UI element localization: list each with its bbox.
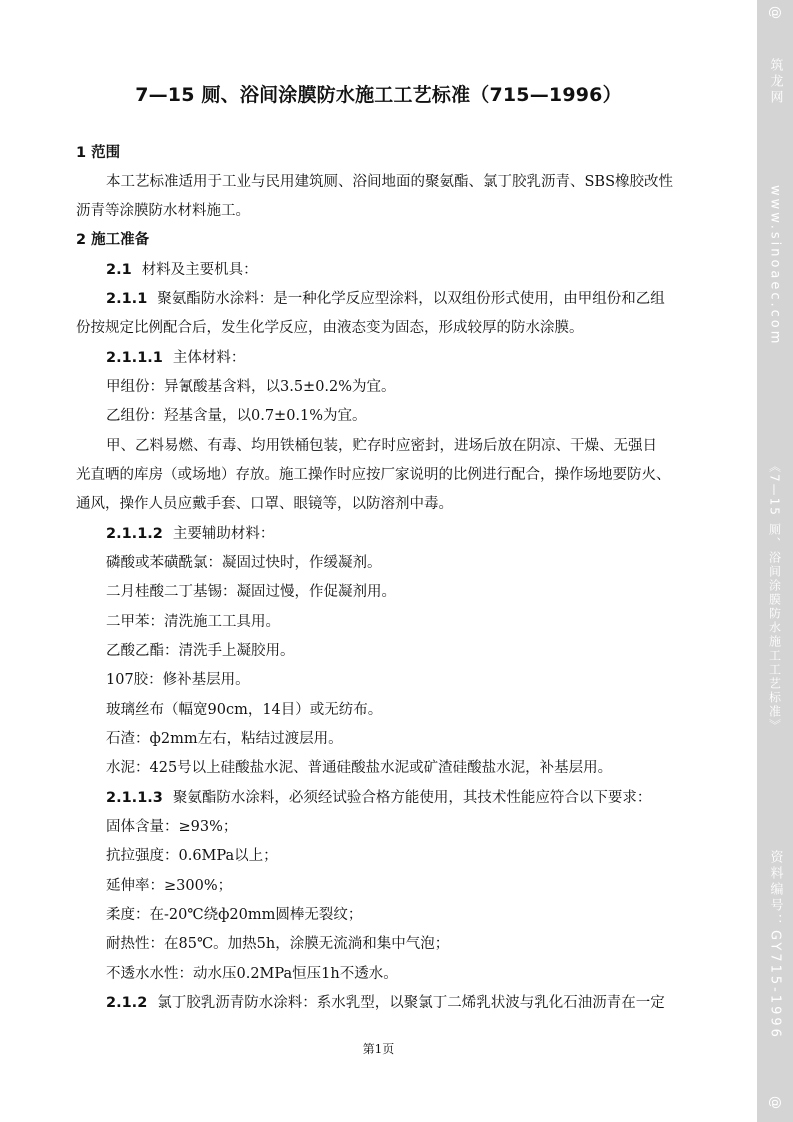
document-title-vertical: 《7—15 厕、浴间涂膜防水施工工艺标准》 xyxy=(767,460,782,733)
list-item: 二甲苯：清洗施工工具用。 xyxy=(106,614,280,630)
clause-2-1-1-1 xyxy=(76,348,754,368)
list-item: 二月桂酸二丁基锡：凝固过慢，作促凝剂用。 xyxy=(106,584,396,600)
page-number: 第1页 xyxy=(362,1042,395,1056)
clause-number: 2.1.1.1 xyxy=(106,350,163,366)
site-name: 筑龙网 xyxy=(767,58,783,106)
paragraph: 甲、乙料易燃、有毒、均用铁桶包装，贮存时应密封，进场后放在阴凉、干燥、无强日 xyxy=(106,438,657,454)
clause-number: 2.1.2 xyxy=(106,995,148,1011)
clause-text: 主要辅助材料： xyxy=(172,526,275,542)
paragraph: 甲组份：异氰酸基含料，以3.5±0.2%为宜。 xyxy=(106,379,396,395)
clause-2-1-1 xyxy=(76,289,754,309)
clause-number: 2.1.1.2 xyxy=(106,526,163,542)
clause-2-1-1-3 xyxy=(76,788,754,808)
list-item: 玻璃丝布（幅宽90cm，14目）或无纺布。 xyxy=(106,702,383,718)
list-item: 石渣：ф2mm左右，粘结过渡层用。 xyxy=(106,731,343,747)
paragraph: 通风，操作人员应戴手套、口罩、眼镜等，以防溶剂中毒。 xyxy=(76,496,453,512)
section-2-heading: 2 施工准备 xyxy=(76,232,150,248)
paragraph: 份按规定比例配合后，发生化学反应，由液态变为固态，形成较厚的防水涂膜。 xyxy=(76,320,584,336)
list-item: 抗拉强度：0.6MPa以上； xyxy=(106,848,278,864)
clause-number: 2.1.1 xyxy=(106,291,148,307)
document-title: 7—15 厕、浴间涂膜防水施工工艺标准（715—1996） xyxy=(135,84,622,106)
clause-text: 材料及主要机具： xyxy=(141,262,258,278)
list-item: 107胶：修补基层用。 xyxy=(106,672,250,688)
paragraph: 本工艺标准适用于工业与民用建筑厕、浴间地面的聚氨酯、氯丁胶乳沥青、SBS橡胶改性 xyxy=(106,174,674,190)
watermark-sidebar xyxy=(757,0,793,1122)
list-item: 水泥：425号以上硅酸盐水泥、普通硅酸盐水泥或矿渣硅酸盐水泥，补基层用。 xyxy=(106,760,613,776)
list-item: 柔度：在-20℃绕ф20mm圆棒无裂纹； xyxy=(106,907,363,923)
at-symbol-top: @ xyxy=(767,6,783,22)
clause-2-1-1-2 xyxy=(76,524,754,544)
list-item: 不透水水性：动水压0.2MPa恒压1h不透水。 xyxy=(106,966,398,982)
clause-number: 2.1.1.3 xyxy=(106,790,163,806)
clause-2-1-2 xyxy=(76,993,754,1013)
list-item: 耐热性：在85℃。加热5h，涂膜无流淌和集中气泡； xyxy=(106,936,450,952)
list-item: 磷酸或苯磺酰氯：凝固过快时，作缓凝剂。 xyxy=(106,555,382,571)
section-1-heading: 1 范围 xyxy=(76,145,121,161)
clause-text: 氯丁胶乳沥青防水涂料：系水乳型，以聚氯丁二烯乳状波与乳化石油沥青在一定 xyxy=(157,995,665,1011)
paragraph: 沥青等涂膜防水材料施工。 xyxy=(76,203,250,219)
clause-text: 聚氨酯防水涂料，必须经试验合格方能使用，其技术性能应符合以下要求： xyxy=(172,790,652,806)
list-item: 乙酸乙酯：清洗手上凝胶用。 xyxy=(106,643,295,659)
clause-2-1 xyxy=(76,260,754,280)
document-number: 资料编号：GY715-1996 xyxy=(767,850,783,1040)
clause-number: 2.1 xyxy=(106,262,132,278)
list-item: 固体含量：≥93%； xyxy=(106,819,238,835)
site-url: www.sinoaec.com xyxy=(767,185,783,347)
paragraph: 光直晒的库房（或场地）存放。施工操作时应按厂家说明的比例进行配合，操作场地要防火、 xyxy=(76,467,671,483)
clause-text: 聚氨酯防水涂料：是一种化学反应型涂料，以双组份形式使用，由甲组份和乙组 xyxy=(157,291,665,307)
paragraph: 乙组份：羟基含量，以0.7±0.1%为宜。 xyxy=(106,408,367,424)
clause-text: 主体材料： xyxy=(172,350,246,366)
list-item: 延伸率：≥300%； xyxy=(106,878,233,894)
at-symbol-bottom: @ xyxy=(767,1096,783,1112)
